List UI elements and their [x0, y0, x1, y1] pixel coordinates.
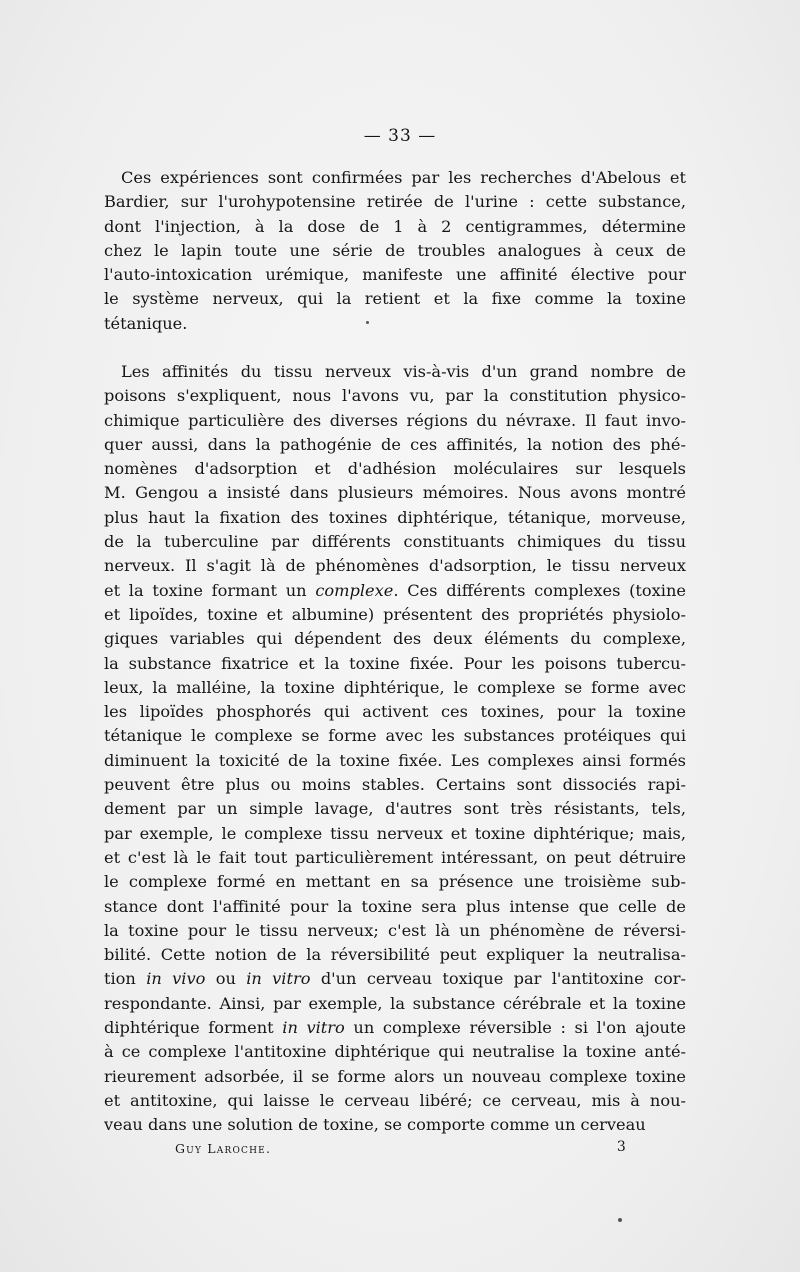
text-line: veau dans une solution de toxine, se comporte comme un cerveau — [104, 1115, 646, 1135]
sheet-signature-number: 3 — [616, 1139, 627, 1155]
text-line: diphtérique forment in vitro un complexe réversible : si l'on ajoute — [104, 1018, 686, 1038]
text-line: giques variables qui dépendent des deux éléments du complexe, — [104, 629, 686, 649]
text-line: la toxine pour le tissu nerveux; c'est là un phénomène de réversi- — [104, 920, 686, 940]
text-line: respondante. Ainsi, par exemple, la substance cérébrale et la toxine — [104, 993, 686, 1013]
text-line: plus haut la fixation des toxines diphtérique, tétanique, morveuse, — [104, 507, 686, 527]
text-line: quer aussi, dans la pathogénie de ces affinités, la notion des phé- — [104, 434, 686, 454]
text-line: diminuent la toxicité de la toxine fixée. Les complexes ainsi formés — [104, 750, 686, 770]
text-line: et la toxine formant un complexe. Ces différents complexes (toxine — [104, 580, 686, 600]
text-line: stance dont l'affinité pour la toxine sera plus intense que celle de — [104, 896, 686, 916]
paper-speck — [618, 1218, 622, 1222]
text-line: l'auto-intoxication urémique, manifeste une affinité élective pour — [104, 265, 686, 285]
author-signature-line: Guy Laroche. — [175, 1141, 272, 1156]
text-line: le complexe formé en mettant en sa présence une troisième sub- — [104, 872, 686, 892]
text-line: chez le lapin toute une série de troubles analogues à ceux de — [104, 240, 686, 260]
text-line: M. Gengou a insisté dans plusieurs mémoires. Nous avons montré — [104, 483, 686, 503]
text-line: tion in vivo ou in vitro d'un cerveau toxique par l'antitoxine cor- — [104, 969, 686, 989]
text-line: et lipoïdes, toxine et albumine) présentent des propriétés physiolo- — [104, 604, 686, 624]
paragraph-1 — [104, 166, 686, 336]
text-line: Ces expériences sont confirmées par les recherches d'Abelous et — [121, 168, 686, 187]
text-line: de la tuberculine par différents constituants chimiques du tissu — [104, 532, 686, 552]
text-line: et antitoxine, qui laisse le cerveau libéré; ce cerveau, mis à nou- — [104, 1090, 686, 1110]
text-line: tétanique. — [104, 313, 188, 333]
text-line: nomènes d'adsorption et d'adhésion moléculaires sur lesquels — [104, 459, 686, 479]
text-line: dont l'injection, à la dose de 1 à 2 centigrammes, détermine — [104, 216, 686, 236]
text-line: Les affinités du tissu nerveux vis-à-vis d'un grand nombre de — [121, 362, 686, 381]
text-line: par exemple, le complexe tissu nerveux et toxine diphtérique; mais, — [104, 823, 686, 843]
text-line: le système nerveux, qui la retient et la fixe comme la toxine — [104, 289, 686, 309]
text-line: peuvent être plus ou moins stables. Certains sont dissociés rapi- — [104, 775, 686, 795]
text-line: la substance fixatrice et la toxine fixée. Pour les poisons tubercu- — [104, 653, 686, 673]
text-line: tétanique le complexe se forme avec les substances protéiques qui — [104, 726, 686, 746]
paper-speck — [366, 321, 369, 324]
text-line: et c'est là le fait tout particulièrement intéressant, on peut détruire — [104, 847, 686, 867]
text-line: chimique particulière des diverses régions du névraxe. Il faut invo- — [104, 410, 686, 430]
text-line: Bardier, sur l'urohypotensine retirée de l'urine : cette substance, — [104, 192, 686, 212]
text-line: poisons s'expliquent, nous l'avons vu, par la constitution physico- — [104, 386, 686, 406]
page-number: — 33 — — [363, 126, 437, 146]
text-line: à ce complexe l'antitoxine diphtérique qui neutralise la toxine anté- — [104, 1042, 686, 1062]
text-line: dement par un simple lavage, d'autres sont très résistants, tels, — [104, 799, 686, 819]
text-line: les lipoïdes phosphorés qui activent ces toxines, pour la toxine — [104, 702, 686, 722]
text-line: nerveux. Il s'agit là de phénomènes d'adsorption, le tissu nerveux — [104, 556, 686, 576]
text-line: rieurement adsorbée, il se forme alors un nouveau complexe toxine — [104, 1066, 686, 1086]
text-line: leux, la malléine, la toxine diphtérique, le complexe se forme avec — [104, 677, 686, 697]
text-line: bilité. Cette notion de la réversibilité peut expliquer la neutralisa- — [104, 945, 686, 965]
paragraph-2 — [104, 360, 686, 1138]
